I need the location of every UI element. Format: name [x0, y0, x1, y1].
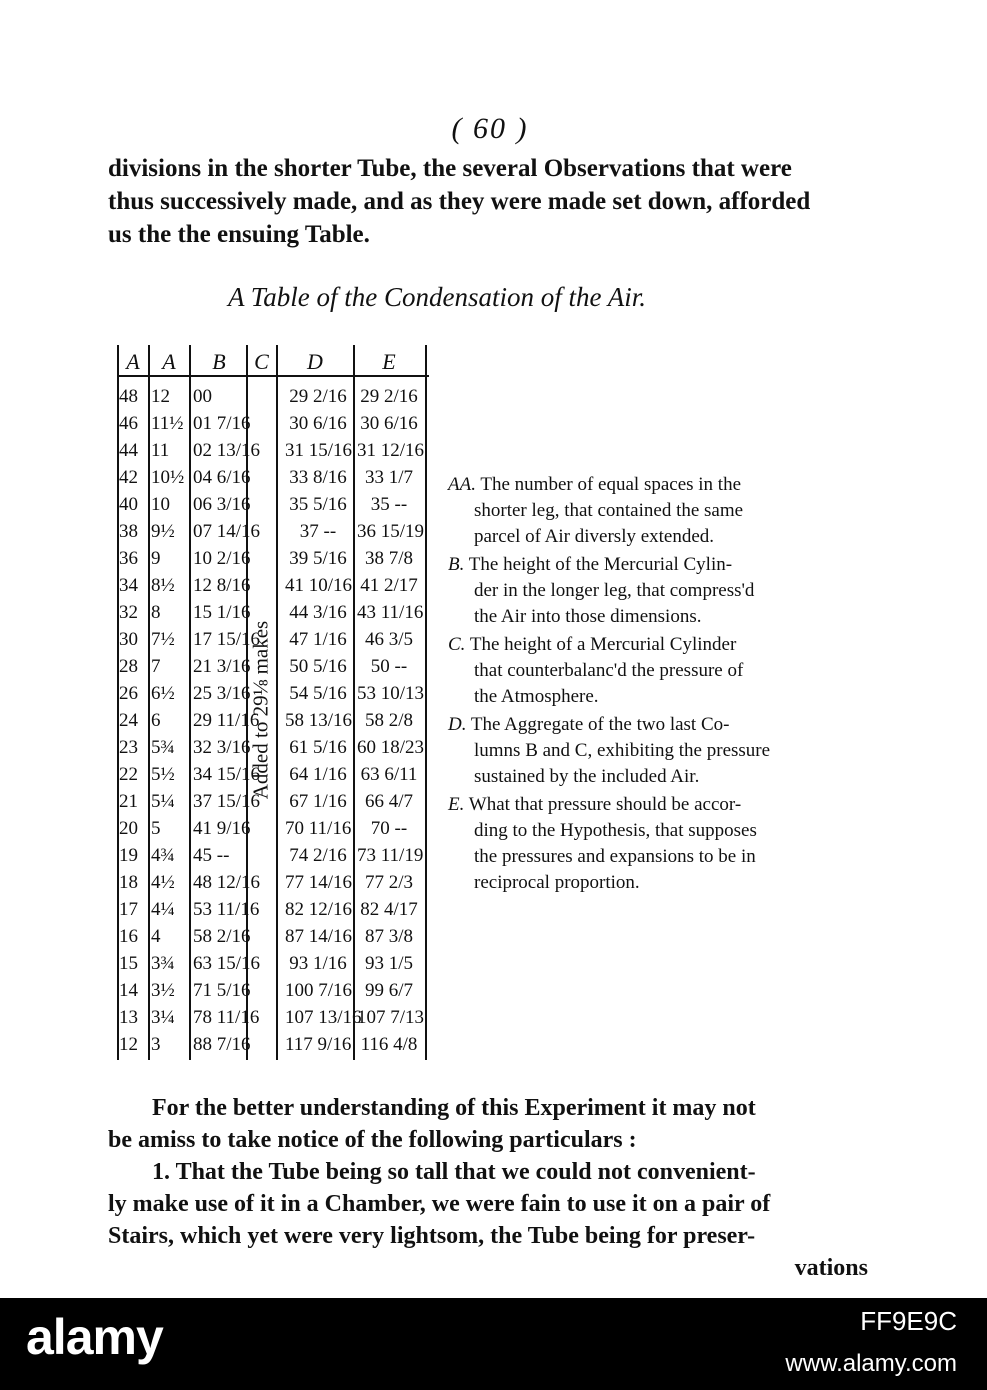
legend-text: that counterbalanc'd the pressure of [474, 660, 744, 681]
legend-line [448, 764, 868, 790]
cell-a1: 23 [119, 737, 138, 758]
cell-a2: 7½ [151, 629, 175, 650]
cell-a2: 3½ [151, 980, 175, 1001]
cell-d: 54 5/16 [289, 683, 347, 704]
cell-e: 43 11/16 [357, 602, 424, 623]
cell-e: 107 7/13 [357, 1007, 425, 1028]
legend-line [448, 658, 868, 684]
cell-d: 35 5/16 [289, 494, 347, 515]
cell-d: 93 1/16 [289, 953, 347, 974]
cell-a2: 4¾ [151, 845, 175, 866]
intro-paragraph [108, 152, 868, 251]
cell-b: 25 3/16 [193, 683, 251, 704]
legend-line [448, 472, 868, 498]
legend-key: D. [448, 714, 467, 735]
cell-b: 37 15/16 [193, 791, 261, 812]
cell-b: 53 11/16 [193, 899, 260, 920]
cell-e: 93 1/5 [364, 953, 414, 974]
cell-b: 02 13/16 [193, 440, 261, 461]
cell-e: 116 4/8 [360, 1034, 418, 1055]
legend-text: The number of equal spaces in the [480, 474, 742, 495]
image-id: FF9E9C [860, 1306, 957, 1336]
cell-b: 32 3/16 [193, 737, 251, 758]
legend-line [448, 552, 868, 578]
cell-b: 01 7/16 [193, 413, 251, 434]
outro-line: 1. That the Tube being so tall that we could not convenient- [152, 1159, 756, 1185]
cell-a1: 42 [119, 467, 138, 488]
cell-a2: 11½ [151, 413, 184, 434]
cell-d: 37 -- [299, 521, 337, 542]
table-row [117, 950, 429, 977]
legend-text: the Air into those dimensions. [474, 606, 702, 627]
legend-text: reciprocal proportion. [474, 872, 640, 893]
cell-d: 39 5/16 [289, 548, 347, 569]
header-rule [117, 375, 429, 377]
cell-d: 41 10/16 [285, 575, 353, 596]
header-a1: A [126, 349, 140, 374]
cell-d: 77 14/16 [285, 872, 353, 893]
cell-e: 63 6/11 [360, 764, 418, 785]
cell-d: 87 14/16 [285, 926, 353, 947]
legend-text: ding to the Hypothesis, that supposes [474, 820, 757, 841]
legend-text: the Atmosphere. [474, 686, 599, 707]
cell-b: 21 3/16 [193, 656, 251, 677]
cell-b: 78 11/16 [193, 1007, 260, 1028]
cell-e: 99 6/7 [364, 980, 414, 1001]
cell-a1: 14 [119, 980, 138, 1001]
cell-b: 45 -- [193, 845, 230, 866]
legend-line [448, 632, 868, 658]
cell-a1: 24 [119, 710, 138, 731]
legend-text: parcel of Air diversly extended. [474, 526, 715, 547]
cell-b: 07 14/16 [193, 521, 261, 542]
legend-text: The height of the Mercurial Cylin- [468, 554, 733, 575]
cell-d: 29 2/16 [289, 386, 347, 407]
cell-a2: 6½ [151, 683, 175, 704]
cell-b: 34 15/16 [193, 764, 261, 785]
table-row [117, 1031, 429, 1058]
cell-e: 50 -- [370, 656, 408, 677]
legend-line [448, 818, 868, 844]
legend-text: The Aggregate of the two last Co- [470, 714, 730, 735]
cell-a1: 48 [119, 386, 138, 407]
cell-a2: 12 [151, 386, 170, 407]
cell-e: 36 15/19 [357, 521, 425, 542]
outro-paragraph [108, 1092, 868, 1284]
cell-e: 35 -- [370, 494, 408, 515]
cell-a2: 6 [151, 710, 161, 731]
table-row [117, 410, 429, 437]
cell-d: 70 11/16 [285, 818, 352, 839]
cell-d: 33 8/16 [289, 467, 347, 488]
cell-e: 46 3/5 [364, 629, 414, 650]
table-row [117, 896, 429, 923]
column-legend [448, 472, 868, 898]
legend-line [448, 524, 868, 550]
cell-a2: 11 [151, 440, 170, 461]
cell-a1: 19 [119, 845, 138, 866]
cell-e: 73 11/19 [357, 845, 424, 866]
cell-b: 41 9/16 [193, 818, 251, 839]
outro-line: be amiss to take notice of the following particulars : [108, 1127, 637, 1153]
cell-e: 70 -- [370, 818, 408, 839]
legend-key: AA. [448, 474, 476, 495]
cell-e: 31 12/16 [357, 440, 425, 461]
legend-item [448, 632, 868, 710]
outro-line: vations [794, 1255, 868, 1281]
cell-e: 60 18/23 [357, 737, 425, 758]
cell-a1: 26 [119, 683, 138, 704]
legend-line [448, 604, 868, 630]
cell-a2: 3 [151, 1034, 161, 1055]
legend-text: the pressures and expansions to be in [474, 846, 756, 867]
cell-d: 100 7/16 [285, 980, 353, 1001]
cell-a1: 44 [119, 440, 138, 461]
cell-a1: 17 [119, 899, 138, 920]
header-b: B [212, 349, 226, 374]
cell-e: 29 2/16 [360, 386, 418, 407]
legend-line [448, 684, 868, 710]
cell-e: 33 1/7 [364, 467, 414, 488]
legend-key: B. [448, 554, 465, 575]
outro-line: ly make use of it in a Chamber, we were fain to use it on a pair of [108, 1191, 771, 1217]
header-e: E [382, 349, 396, 374]
legend-line [448, 844, 868, 870]
cell-d: 31 15/16 [285, 440, 353, 461]
table-row [117, 1004, 429, 1031]
cell-b: 17 15/16 [193, 629, 261, 650]
cell-a1: 36 [119, 548, 138, 569]
cell-d: 74 2/16 [289, 845, 347, 866]
cell-a2: 8½ [151, 575, 175, 596]
legend-text: What that pressure should be accor- [468, 794, 742, 815]
cell-a1: 30 [119, 629, 138, 650]
cell-a2: 4½ [151, 872, 175, 893]
outro-line: Stairs, which yet were very lightsom, the Tube being for preser- [108, 1223, 756, 1249]
cell-a2: 5¼ [151, 791, 175, 812]
intro-line: thus successively made, and as they were made set down, afforded [108, 188, 811, 215]
cell-a1: 22 [119, 764, 138, 785]
cell-e: 66 4/7 [364, 791, 414, 812]
cell-d: 50 5/16 [289, 656, 347, 677]
cell-d: 47 1/16 [289, 629, 347, 650]
cell-a2: 8 [151, 602, 161, 623]
cell-a2: 3¼ [151, 1007, 175, 1028]
table-title: A Table of the Condensation of the Air. [228, 282, 647, 312]
cell-e: 53 10/13 [357, 683, 425, 704]
cell-a1: 34 [119, 575, 138, 596]
cell-b: 10 2/16 [193, 548, 251, 569]
cell-d: 58 13/16 [285, 710, 353, 731]
cell-e: 38 7/8 [364, 548, 414, 569]
legend-text: der in the longer leg, that compress'd [474, 580, 755, 601]
table-row [117, 518, 429, 545]
cell-d: 107 13/16 [285, 1007, 362, 1028]
cell-b: 04 6/16 [193, 467, 251, 488]
cell-a1: 12 [119, 1034, 138, 1055]
legend-line [448, 498, 868, 524]
cell-e: 41 2/17 [360, 575, 418, 596]
cell-d: 82 12/16 [285, 899, 353, 920]
legend-line [448, 712, 868, 738]
legend-item [448, 712, 868, 790]
cell-e: 30 6/16 [360, 413, 418, 434]
legend-item [448, 472, 868, 550]
table-row [117, 464, 429, 491]
cell-b: 63 15/16 [193, 953, 261, 974]
cell-a1: 32 [119, 602, 138, 623]
cell-a2: 3¾ [151, 953, 175, 974]
cell-e: 82 4/17 [360, 899, 418, 920]
legend-line [448, 578, 868, 604]
cell-a1: 28 [119, 656, 138, 677]
header-a2: A [162, 349, 176, 374]
cell-b: 88 7/16 [193, 1034, 251, 1055]
cell-a1: 13 [119, 1007, 138, 1028]
cell-a1: 46 [119, 413, 138, 434]
header-c: C [254, 349, 269, 374]
cell-b: 71 5/16 [193, 980, 251, 1001]
cell-e: 87 3/8 [364, 926, 414, 947]
legend-item [448, 792, 868, 896]
cell-a2: 5¾ [151, 737, 175, 758]
table-row [117, 437, 429, 464]
cell-a2: 5 [151, 818, 161, 839]
outro-line: For the better understanding of this Experiment it may not [152, 1095, 756, 1121]
cell-b: 15 1/16 [193, 602, 251, 623]
cell-e: 58 2/8 [364, 710, 414, 731]
column-c-note [248, 545, 274, 875]
cell-a2: 9½ [151, 521, 175, 542]
cell-a1: 38 [119, 521, 138, 542]
cell-d: 30 6/16 [289, 413, 347, 434]
table-row [117, 491, 429, 518]
cell-b: 29 11/16 [193, 710, 260, 731]
cell-a1: 20 [119, 818, 138, 839]
cell-a2: 4¼ [151, 899, 175, 920]
table-row [117, 383, 429, 410]
watermark-bar [0, 1298, 987, 1390]
cell-a1: 16 [119, 926, 138, 947]
cell-b: 48 12/16 [193, 872, 261, 893]
cell-a1: 18 [119, 872, 138, 893]
cell-a2: 4 [151, 926, 161, 947]
legend-line [448, 792, 868, 818]
table-row [117, 977, 429, 1004]
condensation-table [117, 345, 429, 1060]
table-row [117, 923, 429, 950]
cell-a1: 15 [119, 953, 138, 974]
page-number: ( 60 ) [451, 112, 529, 145]
cell-a2: 10½ [151, 467, 185, 488]
legend-line [448, 870, 868, 896]
cell-a2: 9 [151, 548, 161, 569]
intro-line: us the the ensuing Table. [108, 221, 370, 248]
legend-text: sustained by the included Air. [474, 766, 700, 787]
cell-e: 77 2/3 [364, 872, 414, 893]
cell-d: 67 1/16 [289, 791, 347, 812]
cell-d: 61 5/16 [289, 737, 347, 758]
header-d: D [307, 349, 323, 374]
legend-key: C. [448, 634, 466, 655]
cell-b: 06 3/16 [193, 494, 251, 515]
legend-line [448, 738, 868, 764]
cell-a1: 21 [119, 791, 138, 812]
cell-b: 12 8/16 [193, 575, 251, 596]
site-url: www.alamy.com [785, 1350, 957, 1377]
legend-key: E. [448, 794, 465, 815]
legend-text: lumns B and C, exhibiting the pressure [474, 740, 771, 761]
brand-logo: alamy [26, 1309, 163, 1365]
vertical-label: Added to 29⅛ makes [248, 620, 273, 800]
cell-a2: 10 [151, 494, 170, 515]
legend-text: The height of a Mercurial Cylinder [469, 634, 737, 655]
legend-text: shorter leg, that contained the same [474, 500, 744, 521]
cell-d: 44 3/16 [289, 602, 347, 623]
cell-b: 58 2/16 [193, 926, 251, 947]
cell-a2: 7 [151, 656, 161, 677]
cell-a1: 40 [119, 494, 138, 515]
cell-a2: 5½ [151, 764, 175, 785]
legend-item [448, 552, 868, 630]
cell-b: 00 [193, 386, 212, 407]
cell-d: 117 9/16 [285, 1034, 352, 1055]
cell-d: 64 1/16 [289, 764, 347, 785]
intro-line: divisions in the shorter Tube, the several Observations that were [108, 155, 792, 182]
